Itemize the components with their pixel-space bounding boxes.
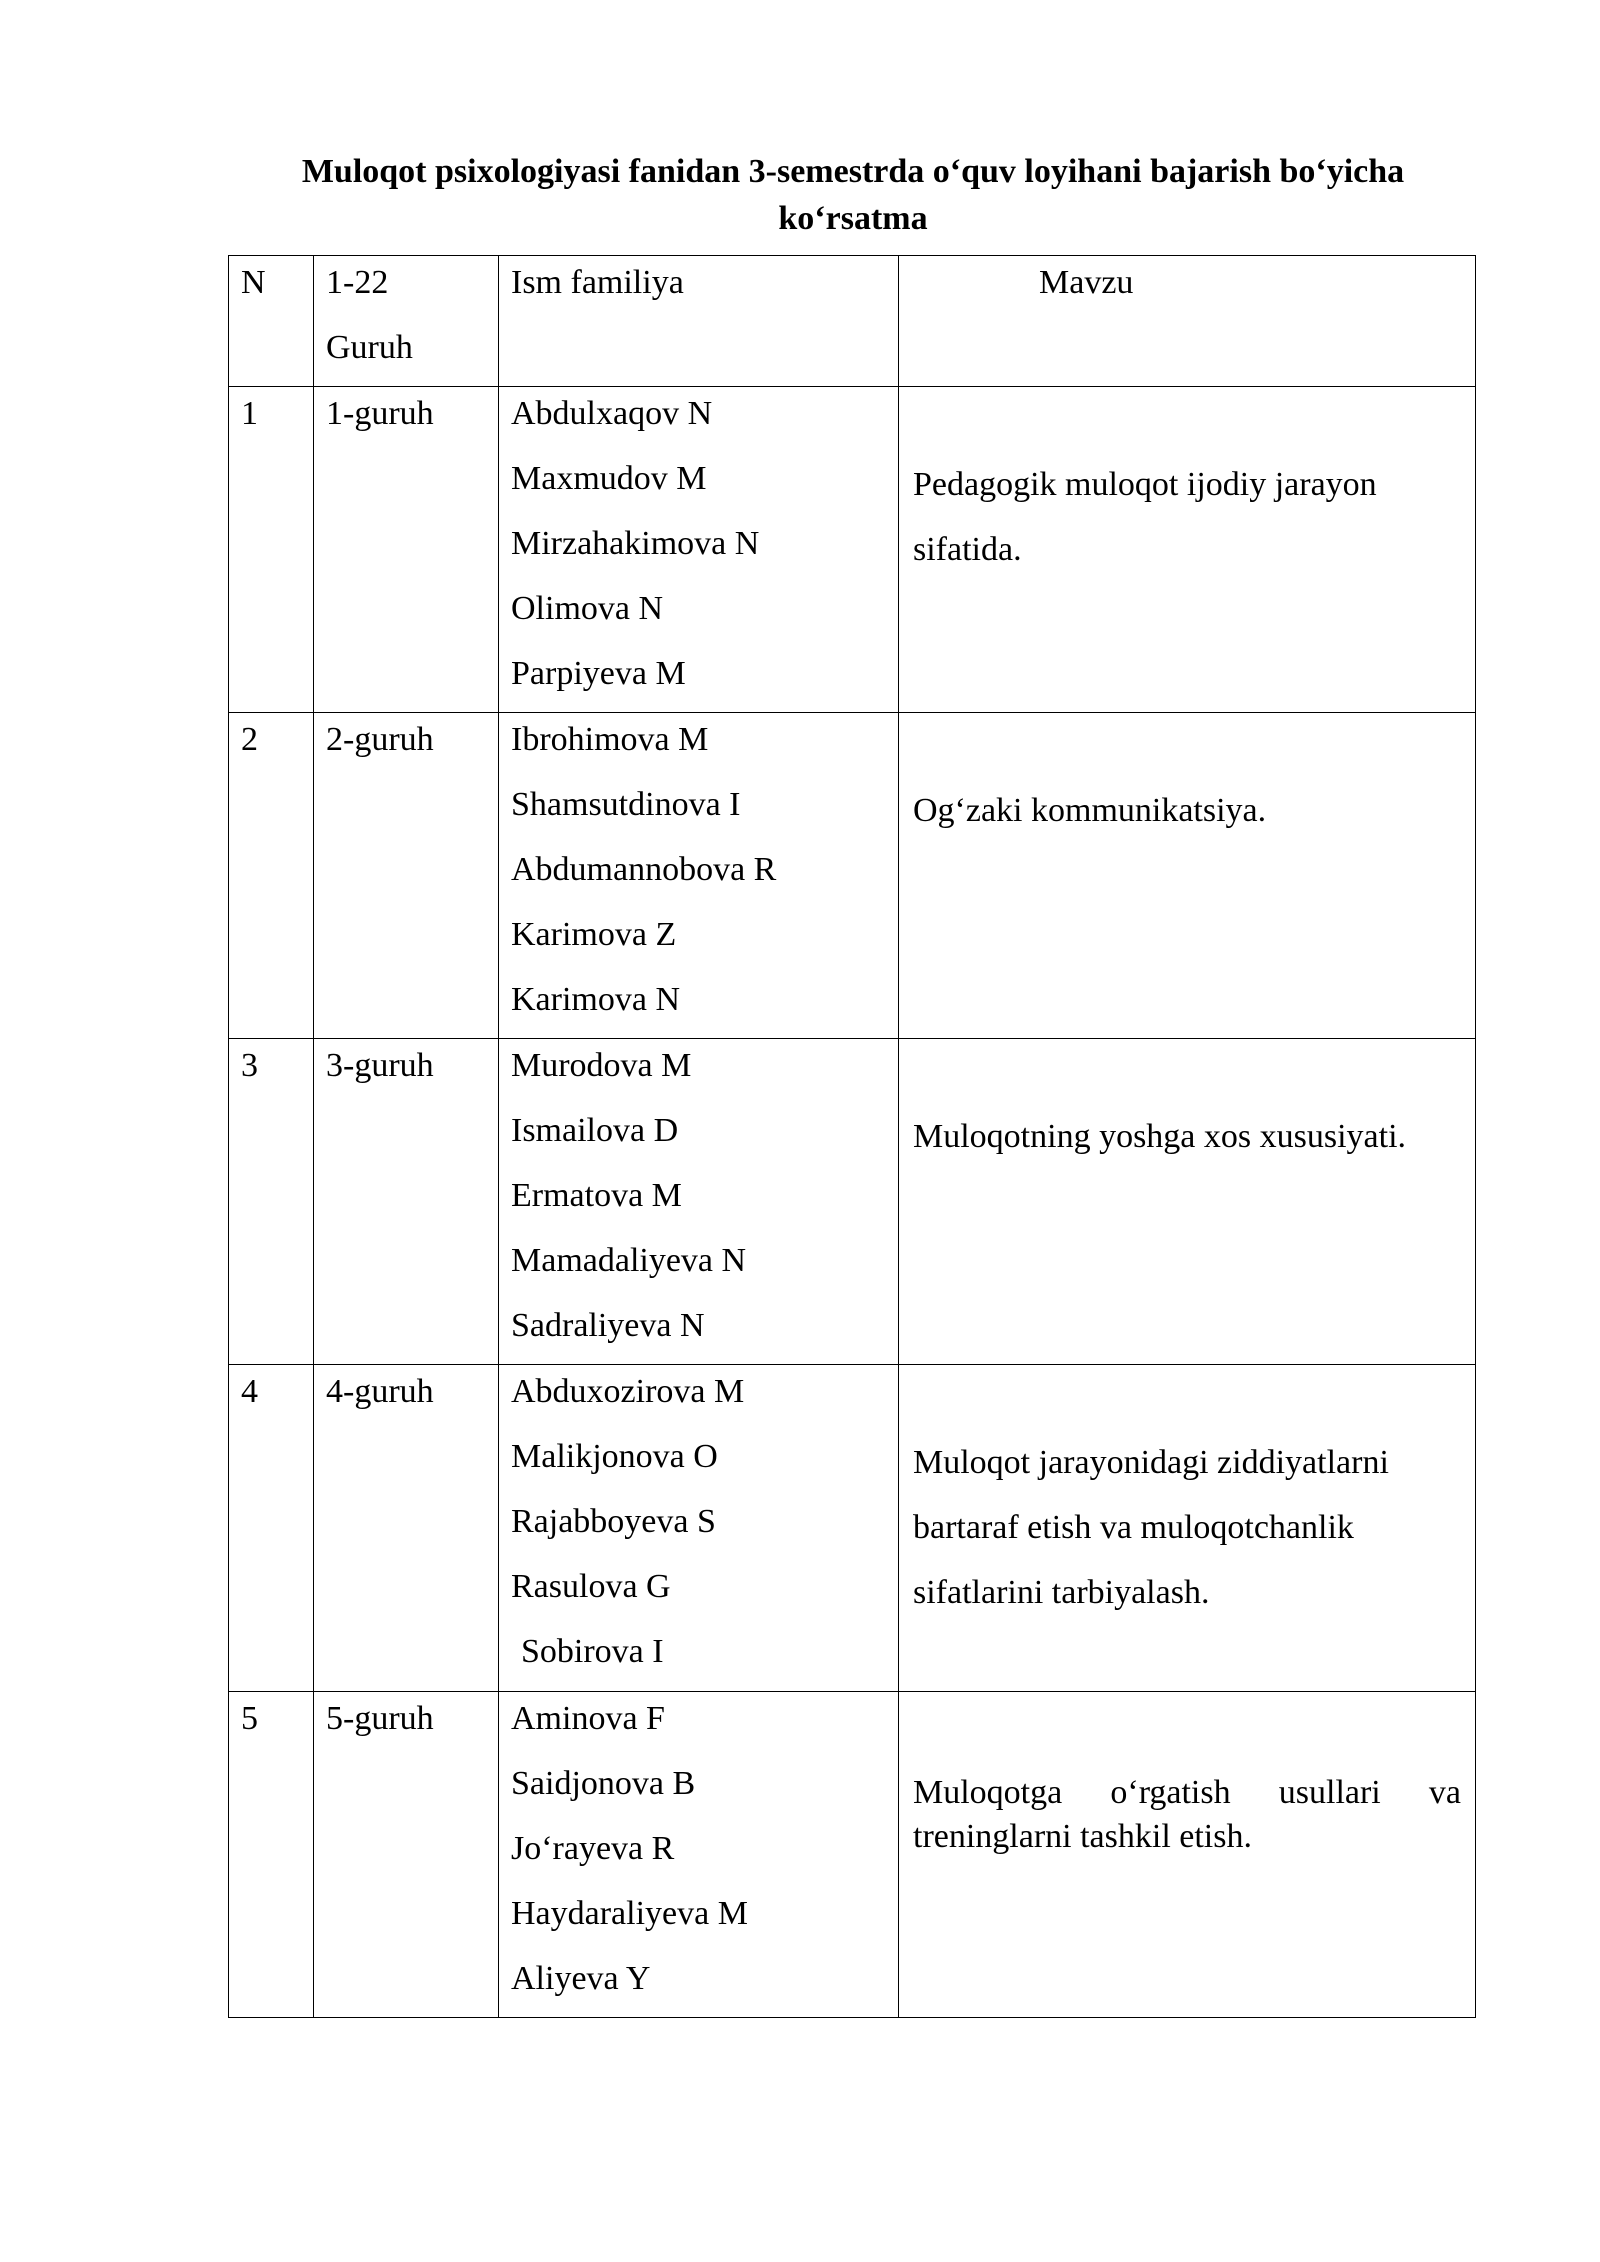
row-number: 3 (241, 1047, 258, 1084)
row-group-cell (314, 1365, 499, 1692)
member-name: Rajabboyeva S (511, 1503, 716, 1540)
member-name: Ismailova D (511, 1112, 679, 1149)
member-name: Shamsutdinova I (511, 786, 741, 823)
row-group-cell (314, 387, 499, 713)
row-topic: Og‘zaki kommunikatsiya. (913, 792, 1267, 829)
row-number-cell (229, 1039, 314, 1365)
member-name: Karimova Z (511, 916, 677, 953)
header-n-cell (229, 256, 314, 387)
member-name: Abdumannobova R (511, 851, 777, 888)
header-topic-cell (899, 256, 1476, 387)
table-row (229, 713, 1476, 1039)
header-name: Ism familiya (511, 264, 684, 301)
row-group: 4-guruh (326, 1373, 434, 1410)
row-number: 2 (241, 721, 258, 758)
member-name: Malikjonova O (511, 1438, 718, 1475)
row-topic-cell (899, 387, 1476, 713)
member-name: Sobirova I (521, 1633, 664, 1670)
row-topic-cell (899, 1692, 1476, 2018)
row-group: 3-guruh (326, 1047, 434, 1084)
row-members-cell (499, 1039, 899, 1365)
header-group-line2: Guruh (326, 329, 413, 366)
member-name: Karimova N (511, 981, 681, 1018)
document-title: Muloqot psixologiyasi fanidan 3-semestrda o‘quv loyihani bajarish bo‘yicha ko‘rsatma (301, 153, 1405, 237)
member-name: Abdulxaqov N (511, 395, 713, 432)
table-row (229, 1692, 1476, 2018)
table-row (229, 1039, 1476, 1365)
member-name: Ibrohimova M (511, 721, 709, 758)
member-name: Abduxozirova M (511, 1373, 745, 1410)
row-members-cell (499, 1365, 899, 1692)
member-name: Parpiyeva M (511, 655, 686, 692)
row-topic: Pedagogik muloqot ijodiy jarayon sifatida. (913, 466, 1377, 568)
groups-table (228, 255, 1476, 2018)
member-name: Saidjonova B (511, 1765, 696, 1802)
row-members-cell (499, 1692, 899, 2018)
member-name: Olimova N (511, 590, 664, 627)
row-topic: Muloqotning yoshga xos xususiyati. (913, 1118, 1407, 1155)
row-topic: Muloqotga o‘rgatish usullari va treninglarni tashkil etish. (913, 1774, 1461, 1855)
row-number: 5 (241, 1700, 258, 1737)
header-group-cell (314, 256, 499, 387)
member-name: Haydaraliyeva M (511, 1895, 748, 1932)
row-group: 1-guruh (326, 395, 434, 432)
header-group-line1: 1-22 (326, 264, 389, 301)
row-number-cell (229, 387, 314, 713)
row-number-cell (229, 713, 314, 1039)
row-members-cell (499, 713, 899, 1039)
member-name: Sadraliyeva N (511, 1307, 705, 1344)
row-group-cell (314, 713, 499, 1039)
row-topic-cell (899, 1365, 1476, 1692)
table-row (229, 1365, 1476, 1692)
row-topic-cell (899, 713, 1476, 1039)
row-topic-cell (899, 1039, 1476, 1365)
header-topic: Mavzu (1039, 264, 1134, 301)
header-name-cell (499, 256, 899, 387)
row-number-cell (229, 1692, 314, 2018)
row-group-cell (314, 1039, 499, 1365)
row-members-cell (499, 387, 899, 713)
row-topic: Muloqot jarayonidagi ziddiyatlarni bartaraf etish va muloqotchanlik sifatlarini tarbiyalash. (913, 1444, 1389, 1611)
row-number-cell (229, 1365, 314, 1692)
member-name: Murodova M (511, 1047, 692, 1084)
member-name: Aliyeva Y (511, 1960, 651, 1997)
member-name: Jo‘rayeva R (511, 1830, 675, 1867)
row-group: 2-guruh (326, 721, 434, 758)
row-number: 4 (241, 1373, 258, 1410)
table-row (229, 387, 1476, 713)
row-group-cell (314, 1692, 499, 2018)
table-header-row (229, 256, 1476, 387)
member-name: Mirzahakimova N (511, 525, 760, 562)
member-name: Rasulova G (511, 1568, 671, 1605)
header-n: N (241, 264, 266, 301)
member-name: Ermatova M (511, 1177, 682, 1214)
row-group: 5-guruh (326, 1700, 434, 1737)
member-name: Maxmudov M (511, 460, 707, 497)
member-name: Aminova F (511, 1700, 665, 1737)
row-number: 1 (241, 395, 258, 432)
member-name: Mamadaliyeva N (511, 1242, 747, 1279)
